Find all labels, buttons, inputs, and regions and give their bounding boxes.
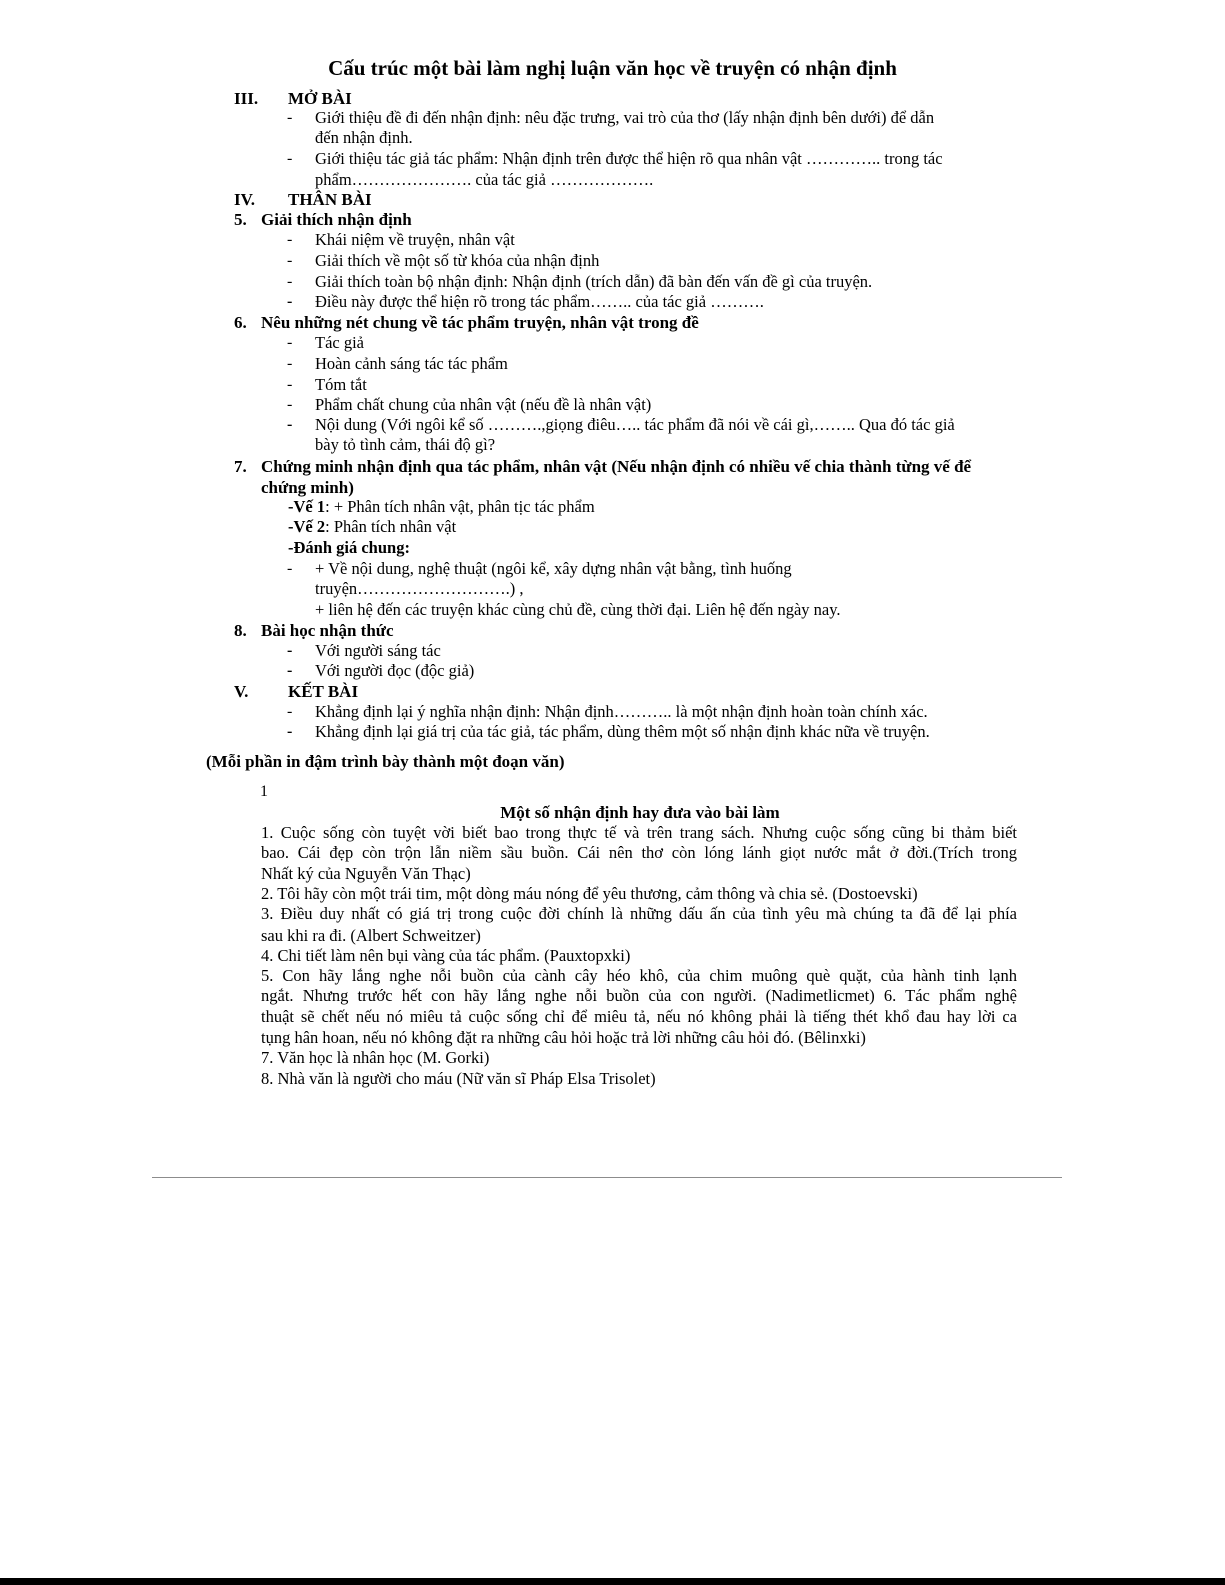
subsection-heading: Giải thích nhận định — [261, 210, 412, 229]
list-item: Tóm tắt — [315, 375, 367, 394]
bullet-dash: - — [287, 150, 293, 167]
quote-line: 2. Tôi hãy còn một trái tim, một dòng máu nóng để yêu thương, cảm thông và chia sẻ. (Dostoevski) — [261, 884, 918, 903]
bullet-dash: - — [287, 703, 293, 720]
subsection-heading-continuation: chứng minh) — [261, 478, 354, 497]
note: (Mỗi phần in đậm trình bày thành một đoạn văn) — [206, 752, 565, 771]
list-item: Khái niệm về truyện, nhân vật — [315, 230, 515, 249]
subsection-number: 5. — [234, 210, 247, 229]
section-heading-mo-bai: MỞ BÀI — [288, 89, 352, 108]
subsection-heading: Chứng minh nhận định qua tác phẩm, nhân vật (Nếu nhận định có nhiều vế chia thành từng vế để — [261, 457, 972, 476]
list-item: Khẳng định lại giá trị của tác giả, tác phẩm, dùng thêm một số nhận định khác nữa về truyện. — [315, 722, 930, 741]
quote-line: Nhất ký của Nguyễn Văn Thạc) — [261, 864, 471, 883]
subsection-number: 8. — [234, 621, 247, 640]
quote-line: 3. Điều duy nhất có giá trị trong cuộc đời chính là những dấu ấn của tình yêu mà chúng ta đã để lại phía — [261, 904, 1017, 923]
list-item-continuation: bày tỏ tình cảm, thái độ gì? — [315, 435, 496, 454]
list-item: Giới thiệu đề đi đến nhận định: nêu đặc trưng, vai trò của thơ (lấy nhận định bên dưới) để dẫn — [315, 108, 935, 127]
bullet-dash: - — [287, 376, 293, 393]
bullet-dash: - — [287, 231, 293, 248]
list-item: Giải thích toàn bộ nhận định: Nhận định (trích dẫn) đã bàn đến vấn đề gì của truyện. — [315, 272, 873, 291]
argument-part-1 — [288, 499, 595, 516]
bullet-dash: - — [287, 642, 293, 659]
list-item-continuation: phẩm…………………. của tác giả ………………. — [315, 170, 654, 189]
list-item-continuation: + liên hệ đến các truyện khác cùng chủ đề, cùng thời đại. Liên hệ đến ngày nay. — [315, 600, 841, 619]
quote-line: 1. Cuộc sống còn tuyệt vời biết bao trong thực tế và trên trang sách. Nhưng cuộc sống cũng bi thảm biết — [261, 823, 1017, 842]
bullet-dash: - — [287, 355, 293, 372]
section-numeral-ket-bai: V. — [234, 682, 249, 701]
subsection-number: 7. — [234, 457, 247, 476]
list-item: + Về nội dung, nghệ thuật (ngôi kể, xây dựng nhân vật bằng, tình huống — [315, 559, 792, 578]
bullet-dash: - — [287, 273, 293, 290]
overall-evaluation-label: -Đánh giá chung: — [288, 538, 410, 557]
quote-line: 7. Văn học là nhân học (M. Gorki) — [261, 1048, 490, 1067]
list-item-continuation: đến nhận định. — [315, 128, 413, 147]
page-divider — [152, 1177, 1062, 1178]
bullet-dash: - — [287, 293, 293, 310]
list-item: Tác giả — [315, 333, 365, 352]
quote-line: 4. Chi tiết làm nên bụi vàng của tác phẩm. (Pauxtopxki) — [261, 946, 631, 965]
subsection-number: 6. — [234, 313, 247, 332]
quote-line: ngắt. Nhưng trước hết con hãy lắng nghe nỗi buồn của con người. (Nadimetlicmet) 6. Tác phẩm nghệ — [261, 986, 1017, 1005]
argument-label: -Vế 2 — [288, 517, 326, 536]
page-title: Cấu trúc một bài làm nghị luận văn học về truyện có nhận định — [328, 56, 897, 80]
list-item: Điều này được thể hiện rõ trong tác phẩm…….. của tác giả ………. — [315, 292, 764, 311]
bottom-bar — [0, 1578, 1225, 1585]
bullet-dash: - — [287, 723, 293, 740]
list-item: Với người sáng tác — [315, 641, 441, 660]
quote-line: sau khi ra đi. (Albert Schweitzer) — [261, 926, 481, 945]
bullet-dash: - — [287, 396, 293, 413]
bullet-dash: - — [287, 109, 293, 126]
page-number: 1 — [260, 783, 268, 800]
quote-line: bao. Cái đẹp còn trộn lẫn niềm sầu buồn. Cái nên thơ còn lóng lánh giọt nước mắt ở đời.(Trích trong — [261, 843, 1017, 862]
subsection-heading: Bài học nhận thức — [261, 621, 394, 640]
list-item: Hoàn cảnh sáng tác tác phẩm — [315, 354, 508, 373]
section-numeral-mo-bai: III. — [234, 89, 259, 108]
quote-line: tụng hân hoan, nếu nó không đặt ra những câu hỏi hoặc trả lời những câu hỏi đó. (Bêlinxki) — [261, 1028, 866, 1047]
quotes-title: Một số nhận định hay đưa vào bài làm — [500, 803, 780, 822]
bullet-dash: - — [287, 334, 293, 351]
argument-text: : + Phân tích nhân vật, phân tịc tác phẩm — [325, 497, 595, 516]
subsection-heading: Nêu những nét chung về tác phẩm truyện, nhân vật trong đề — [261, 313, 699, 332]
section-heading-ket-bai: KẾT BÀI — [288, 682, 359, 701]
list-item: Khẳng định lại ý nghĩa nhận định: Nhận định……….. là một nhận định hoàn toàn chính xác. — [315, 702, 928, 721]
section-numeral-than-bai: IV. — [234, 190, 255, 209]
bullet-dash: - — [287, 252, 293, 269]
argument-label: -Vế 1 — [288, 497, 326, 516]
list-item: Giới thiệu tác giả tác phẩm: Nhận định trên được thể hiện rõ qua nhân vật ………….. trong tác — [315, 149, 943, 168]
list-item: Phẩm chất chung của nhân vật (nếu đề là nhân vật) — [315, 395, 652, 414]
bullet-dash: - — [287, 416, 293, 433]
section-heading-than-bai: THÂN BÀI — [288, 190, 372, 209]
bullet-dash: - — [287, 662, 293, 679]
quote-line: thuật sẽ chết nếu nó miêu tả cuộc sống chỉ để miêu tả, nếu nó không phải là tiếng thét khổ đau hay lời ca — [261, 1007, 1017, 1026]
quote-line: 5. Con hãy lắng nghe nỗi buồn của cành cây héo khô, của chim muông què quặt, của hành tinh lạnh — [261, 966, 1017, 985]
list-item: Với người đọc (độc giả) — [315, 661, 475, 680]
bullet-dash: - — [287, 560, 293, 577]
list-item: Giải thích về một số từ khóa của nhận định — [315, 251, 600, 270]
quote-line: 8. Nhà văn là người cho máu (Nữ văn sĩ Pháp Elsa Trisolet) — [261, 1069, 656, 1088]
argument-text: : Phân tích nhân vật — [325, 517, 457, 536]
list-item: Nội dung (Với ngôi kể số ……….,giọng điêu….. tác phẩm đã nói về cái gì,…….. Qua đó tác giả — [315, 415, 955, 434]
argument-part-2 — [288, 519, 456, 536]
list-item-continuation: truyện……………………….) , — [315, 579, 524, 598]
